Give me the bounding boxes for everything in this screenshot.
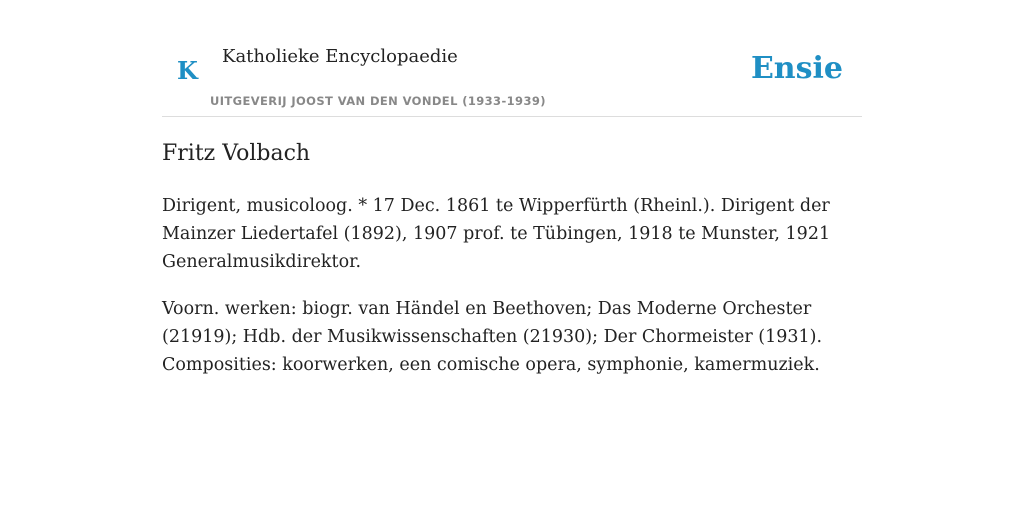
article-paragraph-1: Dirigent, musicoloog. * 17 Dec. 1861 te Wipperfürth (Rheinl.). Dirigent der Mainzer Liedertafel (1892), 1907 prof. te Tübingen, 1918 te Munster, 1921 Generalmusikdirektor. bbox=[162, 196, 831, 272]
encyclopedia-logo[interactable]: K bbox=[177, 56, 198, 85]
article bbox=[162, 138, 862, 379]
publisher-subtitle: UITGEVERIJ JOOST VAN DEN VONDEL (1933-1939) bbox=[210, 94, 546, 108]
article-paragraph-2: Voorn. werken: biogr. van Händel en Beethoven; Das Moderne Orchester (21919); Hdb. der Musikwissenschaften (21930); Der Chormeister (1931). Composities: koorwerken, een comische opera, symphonie, kamermuziek. bbox=[162, 299, 823, 375]
ensie-logo-link[interactable]: Ensie bbox=[750, 51, 843, 86]
encyclopedia-title: Katholieke Encyclopaedie bbox=[222, 46, 458, 67]
site-header bbox=[162, 40, 862, 117]
article-title: Fritz Volbach bbox=[162, 141, 311, 166]
